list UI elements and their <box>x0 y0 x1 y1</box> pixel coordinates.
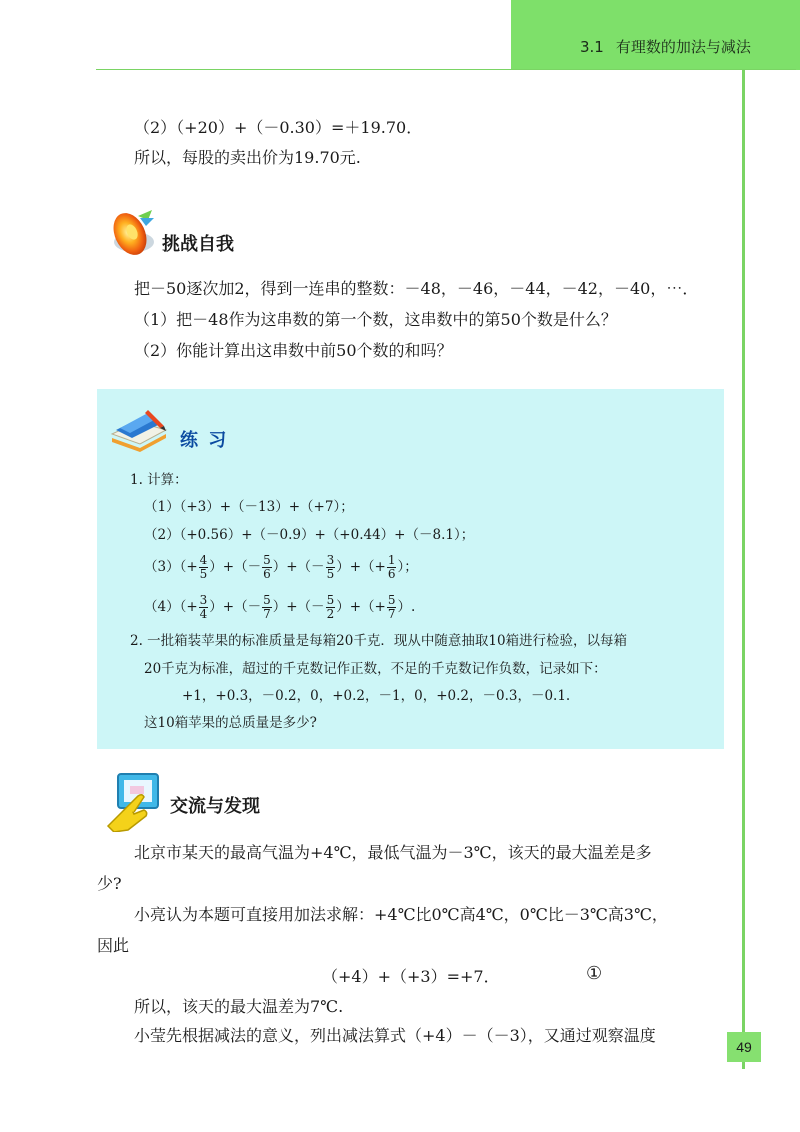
fraction <box>199 594 209 621</box>
denominator: 7 <box>387 607 396 621</box>
q1-4-prefix: （4）（+ <box>144 599 198 615</box>
discuss-line-3: 小亮认为本题可直接用加法求解：+4℃比0℃高4℃，0℃比－3℃高3℃， <box>134 905 668 924</box>
fraction <box>326 594 336 621</box>
q2-question: 这10箱苹果的总质量是多少? <box>144 715 317 731</box>
operator: ）+（－ <box>272 559 325 575</box>
q2-line-1: 2. 一批箱装苹果的标准质量是每箱20千克．现从中随意抽取10箱进行检验，以每箱 <box>130 633 628 649</box>
equation-tag: ① <box>586 963 603 984</box>
fraction <box>199 554 209 581</box>
q1-part-2: （2）（+0.56）+（－0.9）+（+0.44）+（－8.1）； <box>144 527 475 543</box>
numerator: 3 <box>199 593 208 607</box>
numerator: 5 <box>263 593 271 607</box>
numerator: 5 <box>263 553 271 567</box>
discuss-line-2: 少? <box>97 874 122 893</box>
side-rule <box>742 69 745 1069</box>
section-number: 3.1 <box>580 38 604 56</box>
denominator: 4 <box>199 607 208 621</box>
denominator: 6 <box>263 567 271 581</box>
target-disc-icon <box>108 206 158 262</box>
discuss-line-4: 因此 <box>97 936 130 955</box>
calc-line-2: （2）（+20）+（－0.30）=＋19.70． <box>134 118 423 137</box>
denominator: 6 <box>387 567 396 581</box>
q1-4-suffix: ）. <box>397 599 416 615</box>
discuss-line-1: 北京市某天的最高气温为+4℃，最低气温为－3℃，该天的最大温差是多 <box>134 843 652 862</box>
q1-label: 1. 计算： <box>130 472 188 488</box>
fraction <box>387 594 397 621</box>
challenge-line-3: （2）你能计算出这串数中前50个数的和吗？ <box>134 341 453 360</box>
denominator: 7 <box>263 607 271 621</box>
numerator: 5 <box>387 593 396 607</box>
challenge-line-2: （1）把－48作为这串数的第一个数，这串数中的第50个数是什么？ <box>134 310 617 329</box>
sell-price-line: 所以，每股的卖出价为19.70元. <box>134 148 361 167</box>
operator: ）+（+ <box>336 559 386 575</box>
challenge-line-1: 把－50逐次加2，得到一连串的整数：－48，－46，－44，－42，－40，⋯． <box>134 279 699 298</box>
operator: ）+（－ <box>209 559 262 575</box>
equation: （+4）+（+3）=+7． <box>322 967 500 986</box>
page-number: 49 <box>727 1032 761 1062</box>
fraction <box>387 554 397 581</box>
discuss-heading: 交流与发现 <box>170 796 260 817</box>
q1-3-prefix: （3）（+ <box>144 559 198 575</box>
challenge-heading: 挑战自我 <box>162 234 234 255</box>
denominator: 5 <box>199 567 208 581</box>
header-band <box>511 0 800 70</box>
numerator: 5 <box>326 593 335 607</box>
numerator: 4 <box>199 553 208 567</box>
book-pencil-icon <box>108 408 172 456</box>
q1-part-4 <box>144 592 415 622</box>
operator: ）+（－ <box>272 599 325 615</box>
discuss-line-5: 所以，该天的最大温差为7℃. <box>134 997 344 1016</box>
numerator: 1 <box>387 553 396 567</box>
monitor-hand-icon <box>104 770 162 832</box>
operator: ）+（－ <box>209 599 262 615</box>
section-title: 有理数的加法与减法 <box>615 38 751 56</box>
discuss-line-6: 小莹先根据减法的意义，列出减法算式（+4）－（－3），又通过观察温度 <box>134 1026 656 1045</box>
q2-data-line: +1，+0.3，－0.2，0，+0.2，－1，0，+0.2，－0.3，－0.1. <box>182 688 571 704</box>
numerator: 3 <box>326 553 335 567</box>
q1-part-3 <box>144 552 418 582</box>
exercise-heading: 练 习 <box>180 430 229 451</box>
operator: ）+（+ <box>336 599 386 615</box>
fraction <box>262 594 272 621</box>
q1-part-1: （1）（+3）+（－13）+（+7）； <box>144 499 354 515</box>
denominator: 2 <box>326 607 335 621</box>
fraction <box>326 554 336 581</box>
header-rule <box>96 69 796 70</box>
section-header <box>580 36 751 57</box>
q2-line-2: 20千克为标准，超过的千克数记作正数，不足的千克数记作负数，记录如下： <box>144 661 607 677</box>
q1-3-suffix: ）； <box>397 559 418 575</box>
denominator: 5 <box>326 567 335 581</box>
fraction <box>262 554 272 581</box>
